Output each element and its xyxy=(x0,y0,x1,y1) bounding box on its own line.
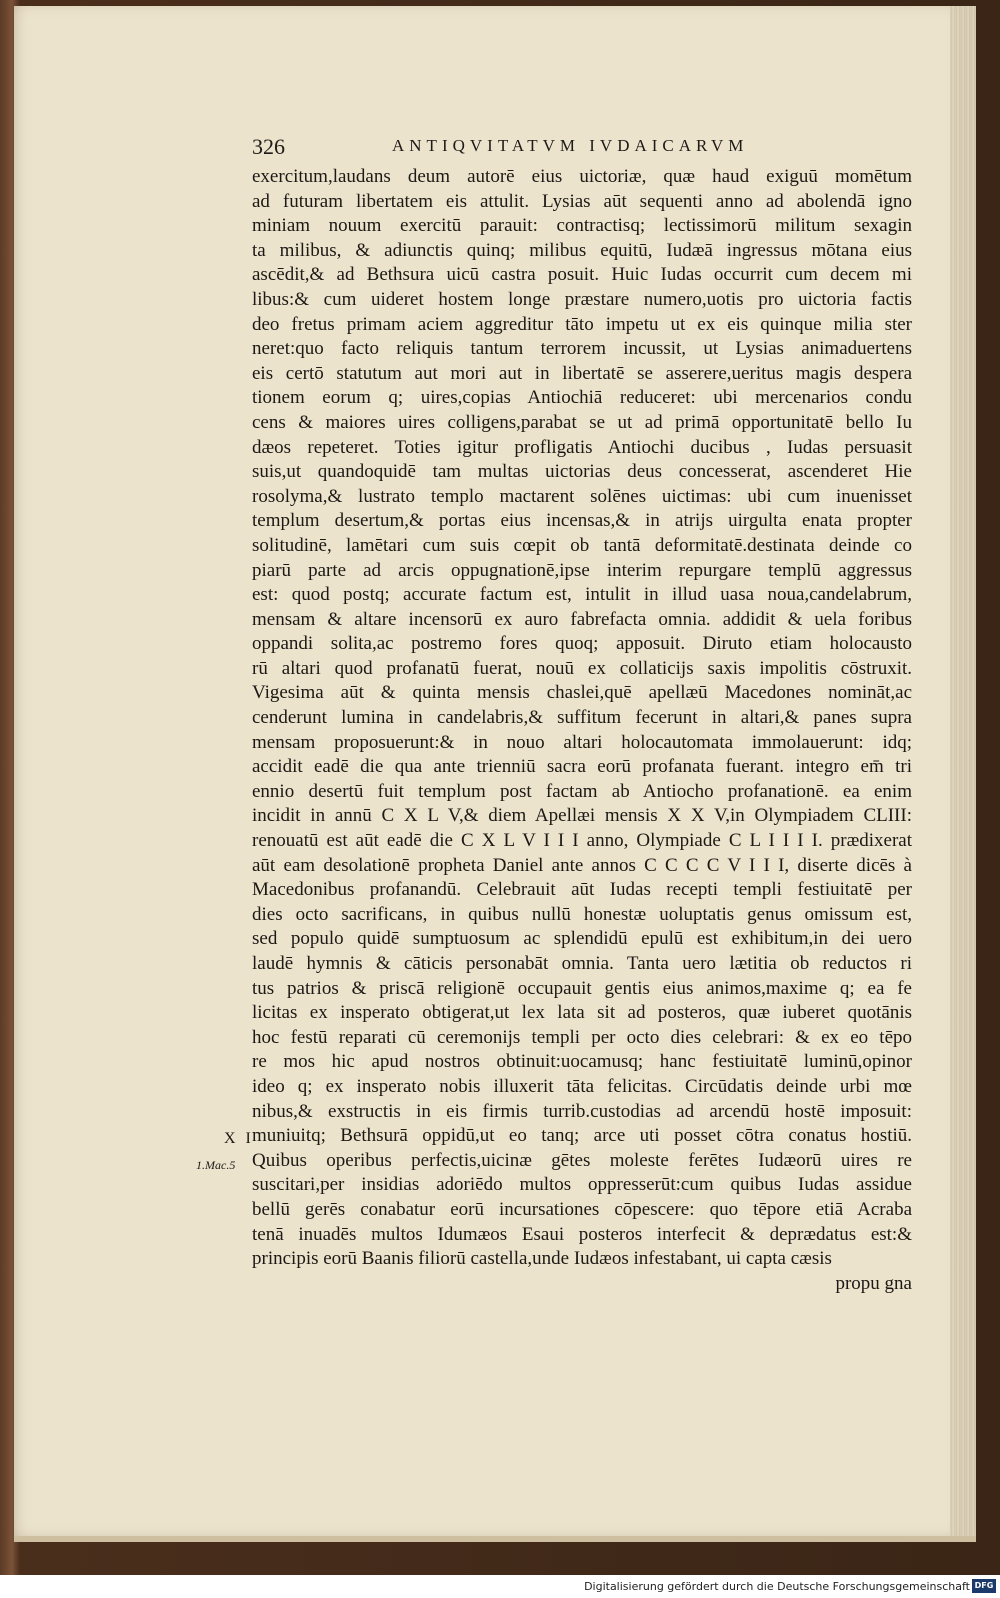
text-line: suis,ut quandoquidē tam multas uictorias deus concesserat, ascenderet Hie xyxy=(252,461,912,483)
text-line: ascēdit,& ad Bethsura uicū castra posuit. Huic Iudas occurrit cum decem mi xyxy=(252,264,912,286)
text-line: ta milibus, & adiunctis quinq; milibus equitū, Iudæā ingressus mōtana eius xyxy=(252,239,912,261)
text-line: exercitum,laudans deum autorē eius uictoriæ, quæ haud exiguū momētum xyxy=(252,166,912,187)
page-edges xyxy=(950,6,976,1536)
text-line: templum desertum,& portas eius incensas,& in atrijs uirgulta enata propter xyxy=(252,510,912,532)
text-line: piarū parte ad arcis oppugnationē,ipse interim repurgare templū aggressus xyxy=(252,559,912,581)
text-line: miniam nouum exercitū parauit: contractisq; lectissimorū militum sexagin xyxy=(252,215,912,237)
text-line: Macedonibus profanandū. Celebrauit aūt Iudas recepti templi festiuitatē per xyxy=(252,879,912,901)
text-line: rosolyma,& lustrato templo mactarent solēnes uictimas: ubi cum inuenisset xyxy=(252,485,912,507)
text-line: rū altari quod profanatū fuerat, nouū ex collaticijs saxis impolitis cōstruxit. xyxy=(252,657,912,679)
running-head: ANTIQVITATVM IVDAICARVM xyxy=(392,136,749,155)
text-line: renouatū est aūt eadē die C X L V I I I anno, Olympiade C L I I I I. prædixerat xyxy=(252,830,912,852)
text-line: hoc festū reparati cū ceremonijs templi per octo dies celebrari: & ex eo tēpo xyxy=(252,1026,912,1048)
text-line: eis certō statutum aut mori aut in libertatē se asserere,ueritus magis despera xyxy=(252,362,912,384)
text-line: aūt eam desolationē propheta Daniel ante annos C C C C V I I I, diserte dicēs à xyxy=(252,854,912,876)
text-line: mensam proposuerunt:& in nouo altari holocautomata immolauerunt: idq; xyxy=(252,731,912,753)
text-line: deo fretus primam aciem aggreditur tāto impetu ut ex eis quinque milia ster xyxy=(252,313,912,335)
body-text xyxy=(252,165,912,1296)
text-line: ad futuram libertatem eis attulit. Lysias aūt sequenti anno ad abolendā igno xyxy=(252,190,912,212)
text-line: licitas ex insperato obtigerat,ut lex lata sit ad posteros, quæ iuberet quotānis xyxy=(252,1002,912,1024)
footer-credit: Digitalisierung gefördert durch die Deutsche Forschungsgemeinschaft xyxy=(584,1580,970,1593)
text-line: re mos hic apud nostros obtinuit:uocamusq; hanc festiuitatē luminū,opinor xyxy=(252,1051,912,1073)
text-line: ideo q; ex insperato nobis illuxerit tāta felicitas. Circūdatis deinde urbi mœ xyxy=(252,1075,912,1097)
footer-bar xyxy=(0,1575,1000,1598)
text-line: principis eorū Baanis filiorū castella,unde Iudæos infestabant, ui capta cæsis xyxy=(252,1248,832,1270)
text-line: neret:quo facto reliquis tantum terrorem incussit, ut Lysias animaduertens xyxy=(252,338,912,360)
margin-section-number: X I xyxy=(224,1130,254,1147)
text-line: accidit eadē die qua ante trienniū sacra eorū profanata fuerant. integro em̄ tri xyxy=(252,756,912,778)
text-line: dæos repeteret. Toties igitur profligatis Antiochi ducibus , Iudas persuasit xyxy=(252,436,912,458)
text-line: est: quod postq; accurate factum est, intulit in illud uasa noua,candelabrum, xyxy=(252,584,912,606)
text-line: solitudinē, lamētari cum suis cœpit ob tantā deformitatē.destinata deinde co xyxy=(252,534,912,556)
text-line: suscitari,per insidias adoriēdo multos oppresserūt:cum quibus Iudas assidue xyxy=(252,1174,912,1196)
text-line: dies octo sacrificans, in quibus nullū honestæ uoluptatis genus omissum est, xyxy=(252,903,912,925)
page-header xyxy=(252,130,792,162)
text-line: muniuitq; Bethsurā oppidū,ut eo tanq; arce uti posset cōtra conatus hostiū. xyxy=(252,1125,912,1147)
text-line: nibus,& exstructis in eis firmis turrib.custodias ad arcendū hostē imposuit: xyxy=(252,1100,912,1122)
text-line: tus patrios & priscā religionē occupauit gentis eius animos,maxime q; ea fe xyxy=(252,977,912,999)
text-line: Quibus operibus perfectis,uicinæ gētes moleste ferētes Iudæorū uires re xyxy=(252,1149,912,1171)
margin-reference: 1.Mac.5 xyxy=(196,1158,236,1172)
dfg-logo-icon: DFG xyxy=(972,1579,996,1593)
catchword: propu gna xyxy=(835,1272,912,1294)
text-line: libus:& cum uideret hostem longe præstare numero,uotis pro uictoria factis xyxy=(252,288,912,310)
text-line: incidit in annū C X L V,& diem Apellæi mensis X X V,in Olympiadem CLIII: xyxy=(252,805,912,827)
text-line: Vigesima aūt & quinta mensis chaslei,quē apellæū Macedones nomināt,ac xyxy=(252,682,912,704)
page-number: 326 xyxy=(252,134,285,159)
page-bottom-edge xyxy=(14,1536,976,1542)
text-line: mensam & altare incensorū ex auro fabrefacta omnia. addidit & uela foribus xyxy=(252,608,912,630)
text-line: cens & maiores uires colligens,parabat se ut ad primā opportunitatē bello Iu xyxy=(252,411,912,433)
text-line: cenderunt lumina in candelabris,& suffitum fecerunt in altari,& panes supra xyxy=(252,707,912,729)
text-line: tenā inuadēs multos Idumæos Esaui posteros interfecit & deprædatus est:& xyxy=(252,1223,912,1245)
text-line: sed populo quidē sumptuosum ac splendidū epulū est exhibitum,in dei uero xyxy=(252,928,912,950)
text-line: tionem eorum q; uires,copias Antiochiā reduceret: ubi mercenarios condu xyxy=(252,387,912,409)
text-line: bellū gerēs conabatur eorū incursationes cōpescere: quo tēpore etiā Acraba xyxy=(252,1198,912,1220)
text-line: ennio desertū fuit templum post factam ab Antiocho profanationē. ea enim xyxy=(252,780,912,802)
text-line: laudē hymnis & cāticis personabāt omnia. Tanta uero lætitia ob reductos ri xyxy=(252,953,912,974)
text-line: oppandi solita,ac postremo fores quoq; apposuit. Diruto etiam holocausto xyxy=(252,633,912,655)
